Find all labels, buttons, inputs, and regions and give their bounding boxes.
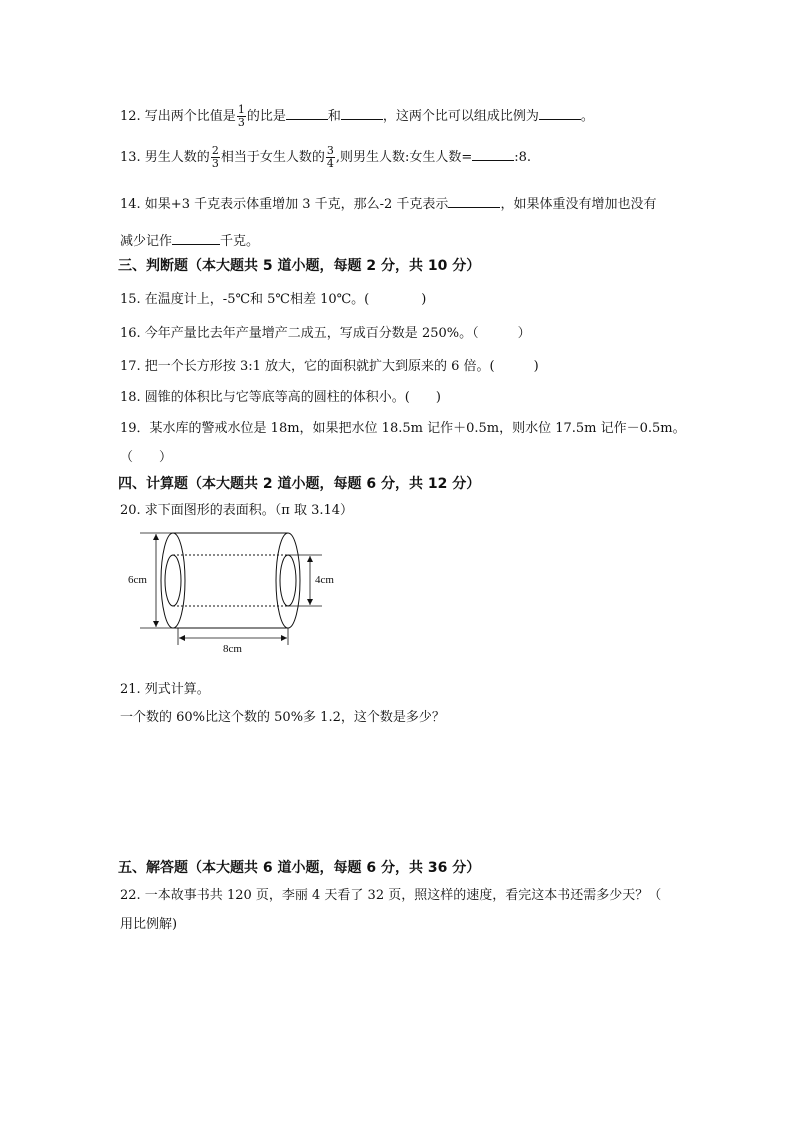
fraction-two-thirds: $\frac{2}{3}$ — [211, 144, 219, 170]
question-13: 13. 男生人数的 $\frac{2}{3}$ 相当于女生人数的 $\frac{3}{4}$ ,则男生人数:女生人数= :8. — [120, 144, 532, 170]
outer-diameter-label: 6cm — [128, 574, 147, 586]
question-22: 22. 一本故事书共 120 页，李丽 4 天看了 32 页，照这样的速度，看完这本书还需多少天？（ — [120, 888, 662, 903]
answer-blank[interactable] — [472, 148, 514, 161]
question-21-text: 一个数的 60%比这个数的 50%多 1.2，这个数是多少？ — [120, 710, 445, 725]
inner-diameter-label: 4cm — [315, 574, 334, 586]
question-19: 19．某水库的警戒水位是 18m，如果把水位 18.5m 记作＋0.5m，则水位 17.5m 记作－0.5m。 — [120, 421, 686, 436]
section-3-heading: 三、判断题（本大题共 5 道小题，每题 2 分，共 10 分） — [118, 258, 481, 274]
question-17: 17. 把一个长方形按 3:1 放大，它的面积就扩大到原来的 6 倍。( ) — [120, 359, 539, 374]
arrow-up — [153, 534, 159, 540]
left-inner-ellipse — [165, 555, 181, 606]
section-5-heading: 五、解答题（本大题共 6 道小题，每题 6 分，共 36 分） — [118, 860, 481, 876]
question-22-cont: 用比例解) — [120, 917, 178, 932]
answer-blank[interactable] — [539, 107, 581, 120]
question-12: 12. 写出两个比值是 $\frac{1}{3}$ 的比是 和 ，这两个比可以组成比例为 。 — [120, 103, 594, 129]
question-16: 16. 今年产量比去年产量增产二成五，写成百分数是 250%。（ ） — [120, 326, 531, 341]
question-19-bracket: （ ） — [120, 450, 173, 465]
question-14: 14. 如果+3 千克表示体重增加 3 千克，那么-2 千克表示 ，如果体重没有增加也没有 — [120, 197, 657, 212]
arrow-down — [153, 621, 159, 627]
length-label: 8cm — [223, 643, 242, 655]
answer-blank[interactable] — [286, 107, 328, 120]
arrow-left — [179, 635, 185, 641]
answer-blank[interactable] — [448, 195, 500, 208]
question-15: 15. 在温度计上，-5℃和 5℃相差 10℃。( ) — [120, 292, 427, 307]
fraction-one-third: $\frac{1}{3}$ — [237, 103, 245, 129]
arrow-up — [307, 556, 313, 562]
section-4-heading: 四、计算题（本大题共 2 道小题，每题 6 分，共 12 分） — [118, 476, 481, 492]
hollow-cylinder-figure — [120, 525, 350, 660]
question-21: 21. 列式计算。 — [120, 682, 210, 697]
question-14-cont: 减少记作 千克。 — [120, 234, 260, 249]
fraction-three-quarters: $\frac{3}{4}$ — [326, 144, 334, 170]
question-18: 18. 圆锥的体积比与它等底等高的圆柱的体积小。( ) — [120, 390, 441, 405]
answer-blank[interactable] — [341, 107, 383, 120]
arrow-down — [307, 599, 313, 605]
arrow-right — [281, 635, 287, 641]
answer-blank[interactable] — [172, 232, 220, 245]
question-20: 20. 求下面图形的表面积。（π 取 3.14） — [120, 503, 354, 518]
